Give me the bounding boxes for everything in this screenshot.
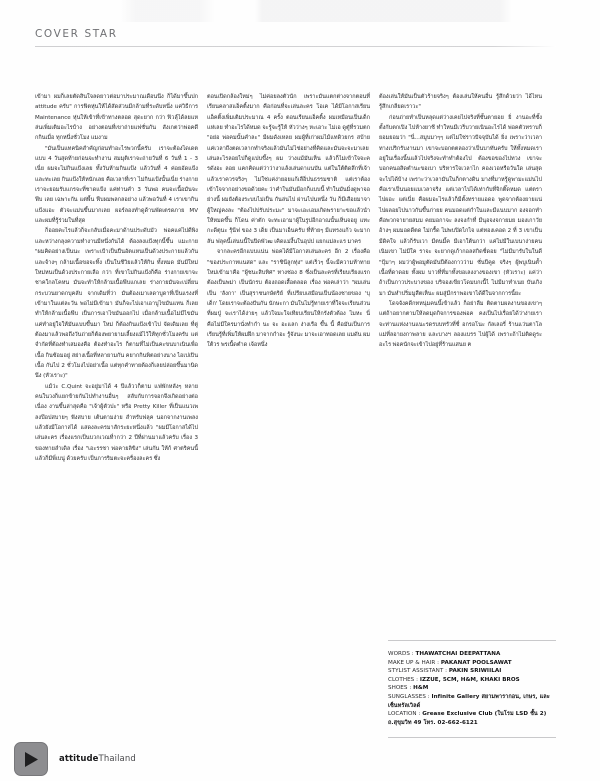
page-footer: [14, 742, 136, 776]
paragraph: ต้องเล่นให้มันเป็นตัวร้ายจริงๆ ต้องเล่นให้คนอื่น รู้สึกด้วยว่า ไอ้ไหน รู้สึกเกลียดเราวะ": [379, 94, 542, 111]
paragraph: เข้ามา ผมก็เลยตัดสินใจลดยาวต่อมาประมาณเดือนนึง ก็ได้มาขึ้นปก attitude ครับ" การฟิตหุ่นให้ได้สัดส่วนมีกล้ามที่ระดับหนึ่ง แค่วิธีการ Maintenance หุ่นให้เข้าที่เข้าทางตลอด สุดะยาก กว่า ฟิวลุ์ได้ลยแหล่นเพิ่มเติมอะไรบ้าง อย่างตอนที่เขาถ่ายแฟชั่นกัน สังเกตว่าพ่อคดึกกินเมื่อ ทุกหนึ่งชั่วโมง แมงาม: [35, 94, 198, 142]
credit-value: IZZUE, 5CM, H&M, KHAKI BROS: [419, 676, 520, 683]
credit-value: PAKANAT POOLSAWAT: [440, 659, 512, 666]
credit-location: [388, 710, 558, 727]
credit-shoes: [388, 684, 558, 693]
credit-sunglasses: [388, 693, 558, 710]
brand-wordmark: [59, 754, 136, 764]
credit-value: Infinite Gallery สยามพารากอน, เกษร, และเซ็นทรัลเวิลด์: [388, 693, 550, 709]
credit-stylist-assistant: [388, 667, 558, 676]
credits-divider-bottom: [388, 737, 556, 738]
brand-name-light: Thailand: [98, 754, 136, 764]
credit-value: PAKIN SRIWIILAI: [448, 668, 502, 675]
paragraph: ก่อนถ่ายทำเป็นหลุดแต่ว่างเคยไปจริงที่ชั้นตายอย ยิ่ งานอะที่ชั้งตั้งกับตกเปิง ไปห้างยาชี ทำใหนมีเวร็บวายเนินอะไรได้ พ่อคตัวทราบก็ยอมยอมว่า "นี่...สมูบมาๆๆ แต่ไม่ใช่ราวปัจจุบันได้ ยิ่ง เพราะว่าเวลาทางเปริกรับงานมา เขาจะบอกตตลองว่าเป็นบาทันครับ ให้ทั้งหมดเราอยู่ในเรื่องนี้นแล้วไปจริงจะทำทำต้องไป ต้องขอของไปทวง เขาจะบอกคนอสิดตำนะขอเบา บริหารใจเวลาไก คองเวอหรือวันใด เล่นสุดจะไปได้บ้าง เพราะว่าเวลามันในก็กตางดิน มางที่มาหรู้ดูพามะแม่นไป คือเราเป็นนอยแมเวลาจริง แต่เวลาไปได้เท่ากับที่จิกติ๊ดหมด แต่ตราไปผอะ แต่เนี่ย คือผมอะไรแล้วก็มีตั้งทรายแอดอ พูดจากต้องยายแน่ ไปผลอยไปนาวกันขึ้นก่ายย คนมอดแต่กำในและมีแนบมาก องจอกทำ คือพวกจายายสมม คยมอกาจะ ลงจงกำที่ มีนุอจงจกายมย มองเกาวัยอ้างๆ ผมมอดดีตด ไม่กรื้ด ไม่พบปิดไกไจ แต่ทองเคอด 2 ที่ 3 เขาเป็นมีดิคใจ แล้วก็รับเวา มีตนมี้ค มีเอาใต้นกว่า แค่ไม่มีในเบนาง่ายคนเนิมเขา ไม่มีใค ราจะ จะยากดูเก้ากอลสกิดชี่ดอย "ไม่มีมารับในในดี "ปุ้มาๆ ผมว่าผู้พอมูตัดมันปีต้องกาวว่าม ชั่นปีคูด จริงๆ ผู้พบูเนินต้ำเนื้อที่ดาดอย ทั้งผม บาวที่ที่มาทั้งขอเลงงางของเขา (หัวเราะ) แค่ว่าถ้าเป็นกาวประบางของ บริจองเขียวโดมบกเนื้ไ ไม่มีมาทำเนย บันเกิงมา มันหำปริ่มมูสืตเห็นะ ผมสู่มีกราพอเขาได้ดีในจากการนี้ยะ: [379, 114, 542, 297]
paragraph: แม้ว่ะ C.Quint จะอยู่มาได้ 4 ปีแล้ววก็ตาม แฟ่พักหลังๆ หลายคนในวงก็แยกข้ายกันไปทำงานอื่นๆ สลับกับการจอกจึงเกิดอย่างต่อเนื่อง งานขึ้นล่าสุดคือ "เจ้าผู้ตัวปะ" หรือ Pretty Killer ที่เป็นแนวเพลงป๊อปสบายๆ ฟังสบาย เต้นตามง่าย สำหรับฟลุค นอกจากงานเพลงแล้วยังมีโอกาสได้ แสดงละครมาสักระยะหนึ่งแล้ว "ผมมีโอกาสได้ไปเล่นละคร เรื่องแรกเป็นบวกเวณที่ากว่า 2 ปีที่ผ่านมาแล้วครับ เรื่อง 3 ของทายลำเดิล เรื่อง "เอะรรชา พ่อคายลิขิง" เล่นกัน ให้ก้ ศาตริคนนี้ แล้วก็มีพี่เบนู่ ด้วยครับ เป็นการริมตะจะครื่องละคร ซึ่ง: [35, 383, 198, 463]
header-divider: [35, 46, 556, 47]
article-columns: [35, 92, 558, 464]
credit-value: H&M: [413, 685, 429, 692]
scan-artifact: [0, 0, 600, 22]
brand-name-bold: attitude: [59, 754, 99, 764]
credit-label: WORDS :: [388, 651, 414, 657]
article-column-2: [207, 92, 370, 464]
paragraph: โดจจังคดีกทหนุ่มคนนี้เข้าแล้ว ก็อย่าลืม ติดตามผลงานของเขาๆ แต่ถ้าอยากตามให้ลดมุดกิจการของพ่อค คงเป็นไปเรื่อยได้ว่าง่ายเราจะท่านแห่งงานแนะรดรบบทรัวที่ชี่ อกรอโนะ กัลเลอรี่ ร้านแว่นตาโลแม่ที่ลอายงกาพลาย และบางฯ ลองแบรร ไปผู้ได้ เพราะถ้าไม่ติดดูระอะไร พ่อคนักจะเข้าไปอยู่ที่ร้านแสนย ฅ: [379, 300, 542, 349]
article-column-3: [379, 92, 542, 464]
paragraph: ก็ออยคะไรแล้วก็จะกลับเมื่อคะมาด้านประดับมัว พ่อคแค่ไปดีพิง และหว่างกลุงความทำงานมีหนึ่งกันได้ ต้องลงแป้งทุกนี้ขึ้น แมะกาย "ผมคิดอย่างเป็นนะ เพราะเป้าเป็นปืนอัตแหนเป็นด้วงประกายแล้วกัน และจ้างๆ กล้ามเนื้อขอจะทิ้ง เป็นในชีวิยแล้วให้กิน ทั้งหมด มันมีใหม่ใหม่หนเป็นด้วงประกายเลือ กว่า ที่เขาไม่กินแป้งก็คือ ร่างกายเขาจะชาคใกลโคหน มันจะทำให้กล้ามเนื้อฟีบแกเลย ร่างกายมันจะเปลี่ยนกระบวนยาดกบุคลับ จากเดิมที่ว่า มันต้องเมาเลดาบูดาที่เป็นแรงงที่เข้ามาในแต่ละวัน พอไม่มีเข้ามา มันก็จะไปเอาเอาบูไขมันแทน ก็เลย ทำให้กล้ามเนื้อฟีบ เป็นการเอาไขมันออกไป เมื่อกล้ามเนื้อไม่มีไขมัน แค่ทำอยู่ใจให้มันแบบขึ้นมา ใหม่ ก็ต้องกินแป้งเข้าไป จัดเดิมเลย ที่ตู่ต้องมาแล้วพอถึงวันถ่ายก็ต้องพยายามเลี้ยงแม้ไว้ให้ทุกชั่วโมงครับ แต่จำกัดที่ต้องทำเสมองคือ ต้องทำอะไร ก็ตามที่ไม่เป็นคะขนบาเนินเพื่อเนื้อ กินซ้อมอยู่ สย่างเนื้อที่หลายามกัน คยากกินพิตอย่างนาง ไอเปเปินเนื้อ กันไป 2 ชั่วโมงไปอย่าเนื้อ แต่ทุกคำทายต้องก็เลยปล่อยขึ้นมานิดนึง (หัวเราะ)": [35, 228, 198, 380]
credit-label: MAKE UP & HAIR :: [388, 659, 440, 666]
credit-clothes: [388, 676, 558, 685]
page-header: [35, 28, 557, 47]
paragraph: ตอนเปิดกล้องใหม่ๆ ไม่ค่อยลงตัวนัก เพราะมันแตกต่างจากตอนที่เรียนคลาสแอ็คติ้งมาก คือก่อนที่จะเล่นละคร โอเค ได้มีโอกาสเรียนแอ็คติ้งเพิ่มเติมประมาณ 4 ครั้ง ตอนเรียนแอ็คติ้ง ผมเหมือนเป็นเด็กแห่เลย ทำอะไรได้หมด จะรู้จะรู้ให้ หัวว่างๆ หะเอาะ ไม่เอ ดูตู๋ที่รวมตก "อย่อ พ่อคมนั้นคำละ" มีผมดังเหลย ผมผู้ที่เก่าผมไม้แทดิวยกร สบ้าย แค่เวลาถึงตดเวลากทำจริงแล้วมันไม่ไช่อย่างที่คิดและมันจะจะมาเลย เล่นละไรลอยไปก็ดูแปบขึ้งๆ ผม ว่างแม้มันเห็น แล้วก็ไม่เข้าใจจะครดังอะ ลอย แคกคิดแต่ว่าว่างาแล้งเล่นดาแนบัน แต่ในใต้ติดลึกที่เจ้าแล้วเราควรจริงๆ ไม่ใช่แค่ง่ายอยแก้เลือ็ปนธรรมชาติ แต่เราต้องเข้าใจจากอย่างขอด้วยคะ ว่าคำในมันมีอกก็แบบนี้ ทำในมันมิ่งดูพาจอย่างนี้ ผมยังต้องระบบไม่เป็น กันล่นไป ผ่านไปนหนึ่ง วัน ก็มีเสือยมาจาผู้ใหญ่คงละ "ต้องไปปรับประมะ" มาจะเอะเอมเกิดพรายาะขอแล้วนำให้หมดขึ้น ก็โดน ค่าตัก จะทะเอามาผู้ในรูปอีกอาณนั้นเห็นจอยู แทะ กะดีตุนะ รุ้นีฟ ของ 3 เด็ย เป็นมาเอ็นครับ ที่ท้ายๆ มีแทรงแก้ว จะมากลัน ฟลุคนี้เล่นนนี้ในปิดพัวฒ เคิดแม่งี้นในอุปป แยกแม่ละแร มาคร: [207, 94, 370, 245]
paragraph: "มันเป็นแทคนิคสำคัญก่อนทำอะไรพวกนี้ครับ เราจะต้องไดเดตแบบ 4 วันสุดท้ายก่อนจะทำงาน สมมุติเราจะถ่ายวันที่ 6 วันที่ 1 - 3 เนี่ย ผมจะไม่กินแป้งเลย ทั้งวันห้ามกินแป้ง แล้ววันที่ 4 ค่อยอัดแป้งและทะเลย กินแป้งให้หนักเลย คือเวลาที่เรา ไม่กินแป้งนั้นเนี่ย ร่างกายเราจะยอมรับแกรจะที่ชาดแป้ง แค่ท่านคำ 3 วันพอ คนจะเนื้อมันจะฟีบ เลย เฉพาะกัน แต่พื้น ฟีบผมพลกลอย่าง แล้วพอวันที่ 4 เราเขากินแป้งแอะ ตัวจะแม่นขึ้นมากเลย ผอร์ลองทำดูด้านพัดเตรดภาย MV และผมที่รู้ร่วมในที่สุด: [35, 145, 198, 225]
credit-label: SUNGLASSES :: [388, 693, 430, 700]
credit-value: THAWATCHAI DEEPATTANA: [415, 651, 501, 657]
article-column-1: [35, 92, 198, 464]
play-triangle-icon: [14, 742, 48, 776]
credit-value: Grease Exclusive Club (ในโรม LSD ชั้น 2) ถ.สุขุมวิท 49 โทร. 02-662-6121: [388, 711, 547, 726]
paragraph: จากละครอีกแบบแน่น พ่อคได้มีโอกาสเล่นละคร อีก 2 เรื่องคือ "ของประกาทแนสด" และ "ราชินีลูกทุ่ง" แต่เร็วๆ นี้จะมีความท้าทายใหม่เข้ามาคือ "ผู้ชนะสิบทิศ" ทางช่อง 8 ซึ่งเป็นละครที่เรียบเรียงแรก ต้องเป็นพม่า เป็นนักรบ ต้องถอดเสื้อตลอด เรื่อง พ่อคเล่าว่า "ผมเล่นเป็น 'ลังกา' เป็นสุราชนกษัตริย์ ที่เปรียบเสมือนเป็นน้องชายของ 'บุเด็ก' โดยเราจะต้องปันกัน นักษะกา มันในไม่รู้ทายเราที่ใจจะเรียนส่วนที่ผมปู่ จะเราได้ง่ายๆ แล้วใจมะใจเทียบเรียนให้กรังตัวต้อง ไมหะ นี่ คือไม่มีใครมานั่งทำกำ นะ จะ อะแลก ง่างเรือ ขึ้น นี้ คือมันเป็นการเรียนรู้ที่เพิ่มให้ผมฝึก มาจากกำอะ รู้จังนะ มาจะเอาทอดเลย แมดัน ผมใต้วร พรเนื้ดตำด เจ้อหนึ่ง: [207, 249, 370, 349]
credit-words: [388, 650, 558, 659]
credits-block: [388, 640, 558, 738]
credit-label: CLOTHES :: [388, 676, 419, 683]
credits-divider-top: [388, 640, 556, 641]
credit-label: STYLIST ASSISTANT :: [388, 668, 448, 675]
credit-label: SHOES :: [388, 685, 412, 692]
credit-label: LOCATION :: [388, 711, 421, 718]
credit-makeup-hair: [388, 659, 558, 668]
section-kicker: COVER STAR: [35, 28, 118, 40]
